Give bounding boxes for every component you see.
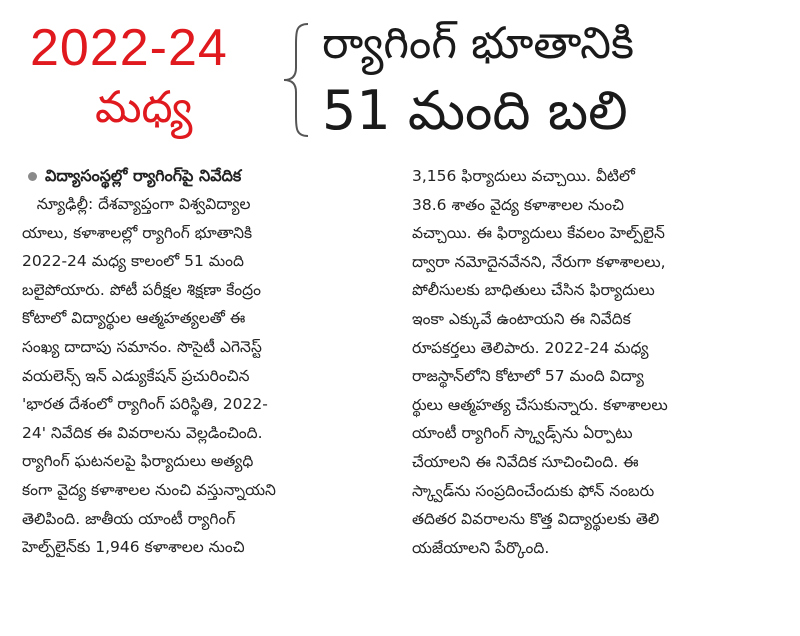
- article-line: యాలు, కళాశాలల్లో ర్యాగింగ్ భూతానికి: [22, 223, 253, 242]
- headline-block: [0, 0, 800, 150]
- article-line: 'భారత దేశంలో ర్యాగింగ్ పరిస్థితి, 2022-: [22, 395, 268, 414]
- article-line: యాంటీ ర్యాగింగ్ స్క్వాడ్స్‌ను ఏర్పాటు: [412, 424, 633, 443]
- article-line: స్క్వాడ్‌ను సంప్రదించేందుకు ఫోన్ నంబరు: [412, 481, 655, 500]
- left-column-text: [22, 190, 394, 562]
- article-line: కంగా వైద్య కళాశాలల నుంచి వస్తున్నాయని: [22, 480, 276, 499]
- article-line: 38.6 శాతం వైద్య కళాశాలల నుంచి: [412, 195, 624, 214]
- article-column-right: [412, 162, 784, 562]
- article-line: 24' నివేదిక ఈ వివరాలను వెల్లడించింది.: [22, 423, 263, 442]
- article-line: యజేయాలని పేర్కొంది.: [412, 538, 550, 557]
- article-line: కోటాలో విద్యార్థుల ఆత్మహత్యలతో ఈ: [22, 309, 246, 328]
- article-line: 3,156 ఫిర్యాదులు వచ్చాయి. వీటిలో: [412, 167, 635, 185]
- bullet-icon: [28, 172, 37, 181]
- article-line: తదితర వివరాలను కొత్త విద్యార్థులకు తెలి: [412, 510, 660, 529]
- headline-title-line2: 51 మంది బలి: [322, 79, 628, 142]
- article-line: పోలీసులకు బాధితులు చేసిన ఫిర్యాదులు: [412, 281, 655, 300]
- article-line: హెల్ప్‌లైన్‌కు 1,946 కళాశాలల నుంచి: [22, 538, 245, 557]
- article-line: ర్యాగింగ్ ఘటనలపై ఫిర్యాదులు అత్యధి: [22, 452, 254, 471]
- article-line: రాజస్థాన్‌లోని కోటాలో 57 మంది విద్యా: [412, 367, 644, 386]
- article-line: ఇంకా ఎక్కువే ఉంటాయని ఈ నివేదిక: [412, 309, 631, 328]
- article-line: వచ్చాయి. ఈ ఫిర్యాదులు కేవలం హెల్ప్‌లైన్: [412, 224, 665, 243]
- headline-year-sub: మధ్య: [95, 82, 193, 133]
- article-line: ర్థులు ఆత్మహత్య చేసుకున్నారు. కళాశాలలు: [412, 395, 668, 414]
- article-kicker: [22, 162, 394, 190]
- article-column-left: [22, 162, 394, 562]
- article-line: ద్వారా నమోదైనవేనని, నేరుగా కళాశాలలు,: [412, 252, 666, 271]
- article-line: తెలిపింది. జాతీయ యాంటీ ర్యాగింగ్: [22, 509, 236, 528]
- headline-title-line1: ర్యాగింగ్ భూతానికి: [322, 18, 634, 69]
- article-line: వయలెన్స్ ఇన్ ఎడ్యుకేషన్ ప్రచురించిన: [22, 366, 250, 385]
- article-line: రూపకర్తలు తెలిపారు. 2022-24 మధ్య: [412, 338, 649, 357]
- headline-year-range: 2022-24: [30, 19, 228, 77]
- right-column-text: [412, 162, 784, 562]
- headline-brace: [282, 22, 312, 138]
- kicker-text: విద్యాసంస్థల్లో ర్యాగింగ్‌పై నివేదిక: [45, 166, 242, 185]
- article-line: సంఖ్య దాదాపు సమానం. సొసైటీ ఎగెనెస్ట్: [22, 337, 262, 356]
- article-line: బలైపోయారు. పోటీ పరీక్షల శిక్షణా కేంద్రం: [22, 280, 261, 299]
- article-line: న్యూఢిల్లీ: దేశవ్యాప్తంగా విశ్వవిద్యాల: [22, 195, 251, 213]
- article-line: చేయాలని ఈ నివేదిక సూచించింది. ఈ: [412, 452, 639, 471]
- article-line: 2022-24 మధ్య కాలంలో 51 మంది: [22, 252, 244, 271]
